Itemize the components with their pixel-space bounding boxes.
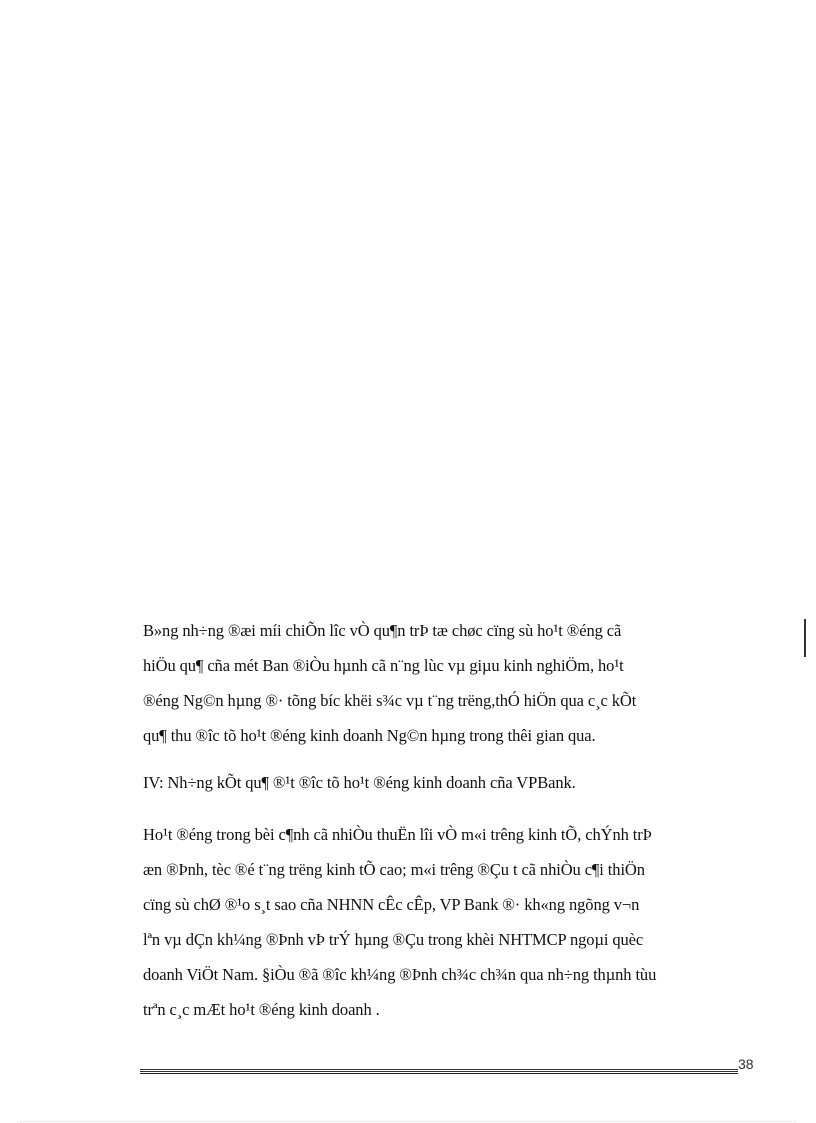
text-line: æn ®Þnh, tèc ®é t¨ng trëng kinh tÕ cao; m«i trêng ®Çu t cã nhiÒu c¶i thiÖn xyxy=(143,860,645,879)
text-line: lªn vµ dÇn kh¼ng ®Þnh vÞ trÝ hµng ®Çu trong khèi NHTMCP ngoµi quèc xyxy=(143,930,644,949)
text-line: Ho¹t ®éng trong bèi c¶nh cã nhiÒu thuËn lîi vÒ m«i trêng kinh tÕ, chÝnh trÞ xyxy=(143,825,652,844)
footer-rule xyxy=(140,1069,738,1070)
footer-rule xyxy=(140,1073,738,1074)
text-line: B»ng nh÷ng ®æi míi chiÕn lîc vÒ qu¶n trÞ tæ chøc cïng sù ho¹t ®éng cã xyxy=(143,621,622,640)
page-edge-divider xyxy=(20,1121,796,1122)
margin-change-bar xyxy=(804,619,806,657)
heading-text: IV: Nh÷ng kÕt qu¶ ®¹t ®îc tõ ho¹t ®éng kinh doanh cña VPBank. xyxy=(143,773,576,792)
text-line: ®éng Ng©n hµng ®· tõng bíc khëi s¾c vµ t¨ng trëng,thÓ hiÖn qua c¸c kÕt xyxy=(143,691,637,710)
paragraph-business-results xyxy=(143,817,748,1027)
text-line: qu¶ thu ®îc tõ ho¹t ®éng kinh doanh Ng©n hµng trong thêi gian qua. xyxy=(143,726,596,745)
paragraph-management-results xyxy=(143,613,748,753)
text-line: trªn c¸c mÆt ho¹t ®éng kinh doanh . xyxy=(143,1000,380,1019)
page-number: 38 xyxy=(738,1056,754,1072)
text-line: doanh ViÖt Nam. §iÒu ®ã ®îc kh¼ng ®Þnh ch¾c ch¾n qua nh÷ng thµnh tùu xyxy=(143,965,657,984)
text-line: cïng sù chØ ®¹o s¸t sao cña NHNN cÊc cÊp, VP Bank ®· kh«ng ngõng v¬n xyxy=(143,895,640,914)
text-line: hiÖu qu¶ cña mét Ban ®iÒu hµnh cã n¨ng lùc vµ giµu kinh nghiÖm, ho¹t xyxy=(143,656,624,675)
footer-rule xyxy=(140,1071,738,1072)
section-heading xyxy=(143,765,748,800)
